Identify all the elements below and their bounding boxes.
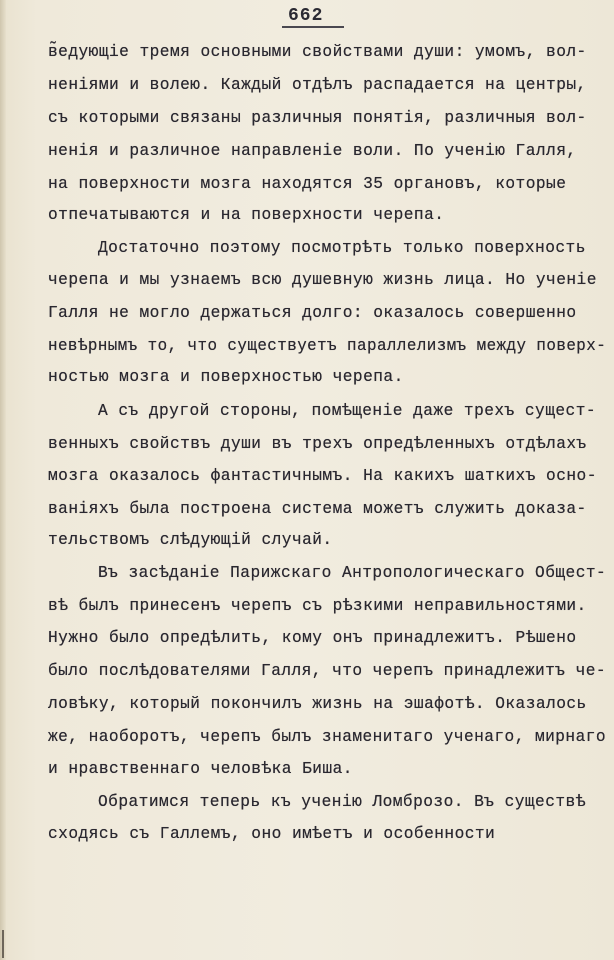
text-line: тельствомъ слѣдующій случай.	[48, 531, 333, 549]
text-line: было послѣдователями Галля, что черепъ принадлежитъ че-	[48, 662, 607, 680]
text-line: в̃едующіе тремя основными свойствами души: умомъ, вол-	[48, 43, 587, 61]
margin-mark	[2, 930, 4, 958]
text-line: ностью мозга и поверхностью черепа.	[48, 368, 404, 386]
text-line: ненія и различное направленіе воли. По ученію Галля,	[48, 142, 577, 160]
text-line: Достаточно поэтому посмотрѣть только поверхность	[98, 239, 586, 257]
text-line: сходясь съ Галлемъ, оно имѣетъ и особенности	[48, 825, 496, 843]
paper-edge	[0, 0, 6, 960]
text-line: венныхъ свойствъ души въ трехъ опредѣленныхъ отдѣлахъ	[48, 435, 587, 453]
text-line: Въ засѣданіе Парижскаго Антропологическаго Общест-	[98, 564, 607, 582]
text-line: неніями и волею. Каждый отдѣлъ распадается на центры,	[48, 76, 587, 94]
text-line: ваніяхъ была построена система можетъ служить доказа-	[48, 500, 587, 518]
text-line: же, наоборотъ, черепъ былъ знаменитаго ученаго, мирнаго	[48, 728, 607, 746]
text-line: Нужно было опредѣлить, кому онъ принадлежитъ. Рѣшено	[48, 629, 577, 647]
text-line: Галля не могло держаться долго: оказалось совершенно	[48, 304, 577, 322]
text-line: ловѣку, который покончилъ жизнь на эшафотѣ. Оказалось	[48, 695, 587, 713]
text-line: А съ другой стороны, помѣщеніе даже трехъ сущест-	[98, 402, 597, 420]
text-line: вѣ былъ принесенъ черепъ съ рѣзкими неправильностями.	[48, 597, 587, 615]
text-line: невѣрнымъ то, что существуетъ параллелизмъ между поверх-	[48, 337, 607, 355]
text-line: съ которыми связаны различныя понятія, различныя вол-	[48, 109, 587, 127]
text-line: черепа и мы узнаемъ всю душевную жизнь лица. Но ученіе	[48, 271, 597, 289]
page-number: 662	[288, 6, 324, 26]
text-line: мозга оказалось фантастичнымъ. На какихъ шаткихъ осно-	[48, 467, 597, 485]
text-line: на поверхности мозга находятся 35 органовъ, которые	[48, 175, 567, 193]
page-number-underline	[282, 26, 344, 28]
text-line: Обратимся теперь къ ученію Ломброзо. Въ существѣ	[98, 793, 586, 811]
text-line: отпечатываются и на поверхности черепа.	[48, 206, 445, 224]
text-line: и нравственнаго человѣка Биша.	[48, 760, 353, 778]
